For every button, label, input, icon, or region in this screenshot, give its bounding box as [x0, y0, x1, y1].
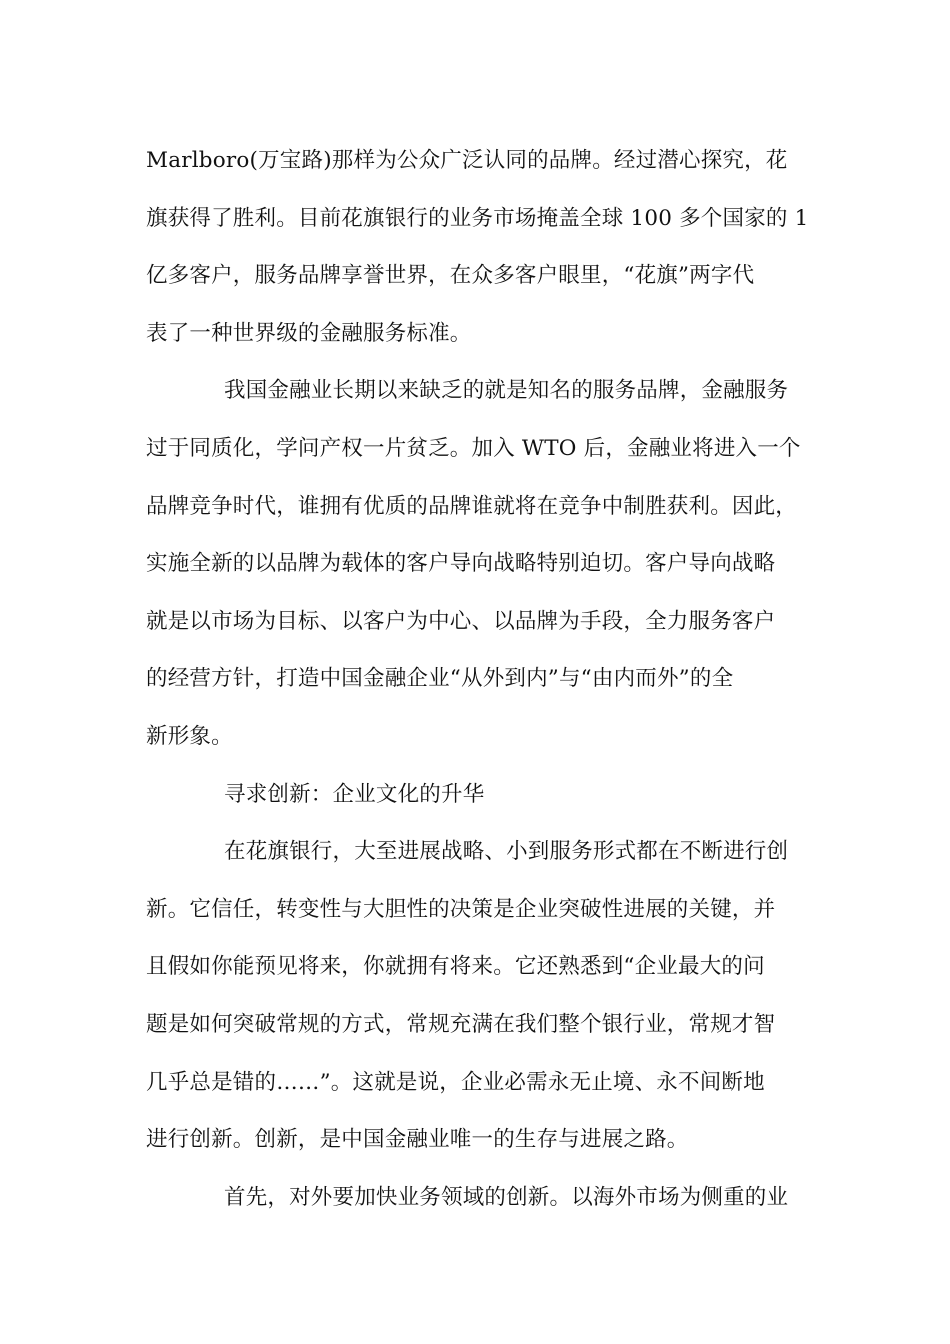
- text-line: 过于同质化，学问产权一片贫乏。加入 WTO 后，金融业将进入一个: [146, 435, 801, 461]
- document-body: [146, 132, 810, 1226]
- text-line: 新。它信任，转变性与大胆性的决策是企业突破性进展的关键，并: [146, 896, 776, 922]
- text-line: 且假如你能预见将来，你就拥有将来。它还熟悉到“企业最大的问: [146, 954, 765, 980]
- paragraph-first-line: 我国金融业长期以来缺乏的就是知名的服务品牌，金融服务: [224, 378, 789, 404]
- text-line: 新形象。: [146, 723, 233, 749]
- text-line: 就是以市场为目标、以客户为中心、以品牌为手段，全力服务客户: [146, 608, 776, 634]
- paragraph-first-line: 在花旗银行，大至进展战略、小到服务形式都在不断进行创: [224, 839, 789, 865]
- text-line: 旗获得了胜利。目前花旗银行的业务市场掩盖全球 100 多个国家的 1: [146, 205, 809, 231]
- text-line: 的经营方针，打造中国金融企业“从外到内”与“由内而外”的全: [146, 666, 734, 692]
- paragraph-first-line: 首先，对外要加快业务领域的创新。以海外市场为侧重的业: [224, 1184, 789, 1210]
- text-line: 实施全新的以品牌为载体的客户导向战略特别迫切。客户导向战略: [146, 551, 776, 577]
- section-heading: 寻求创新：企业文化的升华: [224, 781, 485, 807]
- text-line: Marlboro(万宝路)那样为公众广泛认同的品牌。经过潜心探究，花: [146, 148, 788, 173]
- text-line: 表了一种世界级的金融服务标准。: [146, 320, 472, 346]
- text-line: 亿多客户，服务品牌享誉世界，在众多客户眼里，“花旗”两字代: [146, 263, 755, 289]
- text-line: 题是如何突破常规的方式，常规充满在我们整个银行业，常规才智: [146, 1011, 776, 1037]
- text-line: 进行创新。创新，是中国金融业唯一的生存与进展之路。: [146, 1127, 689, 1153]
- text-line: 品牌竞争时代，谁拥有优质的品牌谁就将在竞争中制胜获利。因此，: [146, 493, 798, 519]
- text-line: 几乎总是错的……”。这就是说，企业必需永无止境、永不间断地: [146, 1069, 765, 1095]
